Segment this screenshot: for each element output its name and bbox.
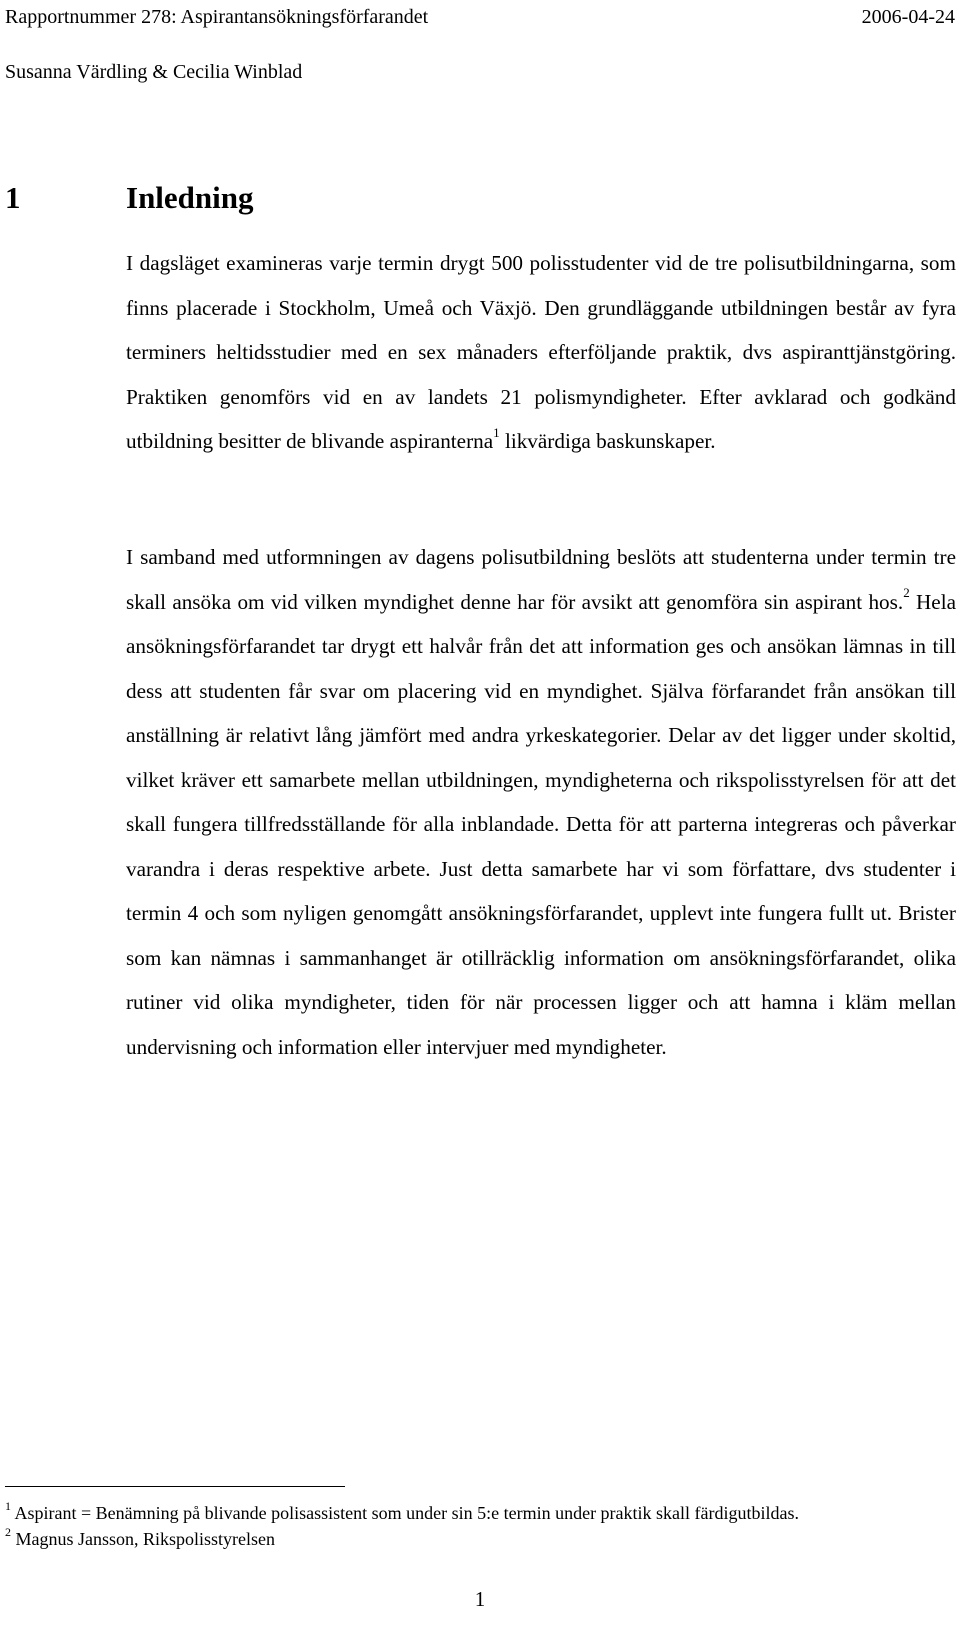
intro-paragraph xyxy=(126,241,956,464)
report-title: Rapportnummer 278: Aspirantansökningsförfarandet xyxy=(5,6,429,28)
intro-paragraph-text: I dagsläget examineras varje termin drygt 500 polisstudenter vid de tre polisutbildningarna, som finns placerade i Stockholm, Umeå och Växjö. Den grundläggande utbildningen består av fyra terminers heltidsstudier med en sex månaders efterföljande praktik, dvs aspiranttjänstgöring. Praktiken genomförs vid en av landets 21 polismyndigheter. Efter avklarad och godkänd utbildning besitter de blivande aspiranterna xyxy=(126,251,956,453)
intro-paragraph-text-end: likvärdiga baskunskaper. xyxy=(499,429,716,453)
footnotes xyxy=(5,1500,955,1552)
page-number: 1 xyxy=(474,1587,486,1611)
footnote-2 xyxy=(5,1526,955,1552)
footnote-text-2: Magnus Jansson, Rikspolisstyrelsen xyxy=(11,1529,276,1549)
footnote-text-1: Aspirant = Benämning på blivande polisassistent som under sin 5:e termin under praktik skall färdigutbildas. xyxy=(11,1503,800,1523)
footnote-mark-2: 2 xyxy=(5,1525,11,1539)
background-paragraph-text-end: Hela ansökningsförfarandet tar drygt ett halvår från det att information ges och ansökan lämnas in till dess att studenten får svar om placering vid en myndighet. Själva förfarandet från ansökan till anställning är relativt lång jämfört med andra yrkeskategorier. Delar av det ligger under skoltid, vilket kräver ett samarbete mellan utbildningen, myndigheterna och rikspolisstyrelsen för att det skall fungera tillfredsställande för alla inblandade. Detta för att parterna integreras och påverkar varandra i deras respektive arbete. Just detta samarbete har vi som författare, dvs studenter i termin 4 och som nyligen genomgått ansökningsförfarandet, upplevt inte fungera fullt ut. Brister som kan nämnas i sammanhanget är otillräcklig information om ansökningsförfarandet, olika rutiner vid olika myndigheter, tiden för när processen ligger och att hamna i kläm mellan undervisning och information eller intervjuer med myndigheter. xyxy=(126,589,956,1059)
section-number: 1 xyxy=(5,180,21,215)
background-paragraph xyxy=(126,535,956,1069)
report-date: 2006-04-24 xyxy=(861,6,955,28)
footnote-mark-1: 1 xyxy=(5,1499,11,1513)
footnote-divider xyxy=(5,1486,345,1487)
footnote-1 xyxy=(5,1500,955,1526)
report-authors: Susanna Värdling & Cecilia Winblad xyxy=(5,61,303,83)
section-title: Inledning xyxy=(126,180,254,215)
footnote-ref-1[interactable]: 1 xyxy=(493,424,500,440)
background-paragraph-text: I samband med utformningen av dagens polisutbildning beslöts att studenterna under termin tre skall ansöka om vid vilken myndighet denne har för avsikt att genomföra sin aspirant hos. xyxy=(126,545,956,614)
footnote-ref-2[interactable]: 2 xyxy=(903,585,910,601)
